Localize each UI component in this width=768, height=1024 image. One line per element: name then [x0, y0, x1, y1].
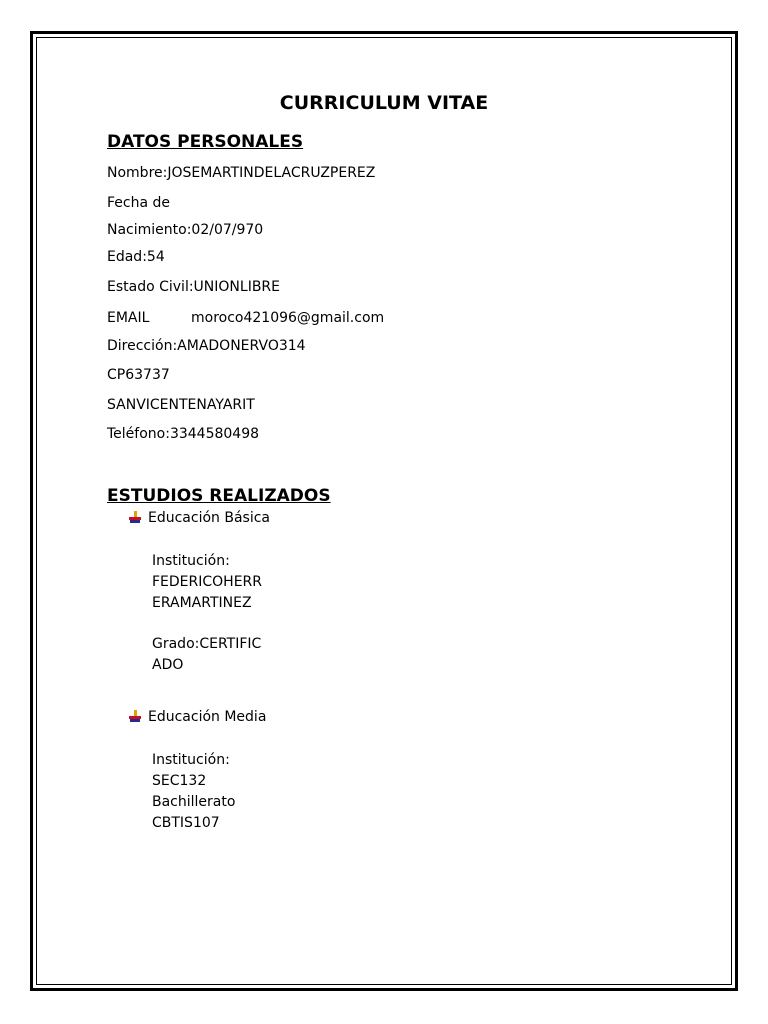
- grade-line2: ADO: [152, 657, 184, 673]
- name-line: Nombre:JOSEMARTINDELACRUZPEREZ: [107, 165, 376, 181]
- birthdate-value-line: Nacimiento:02/07/970: [107, 222, 264, 238]
- institution-name-line2: ERAMARTINEZ: [152, 595, 252, 611]
- education-basic-grade: [152, 634, 261, 676]
- bullet-icon: [129, 710, 141, 722]
- education-media-item: [129, 709, 266, 725]
- document-title: CURRICULUM VITAE: [279, 92, 489, 114]
- education-basic-label: Educación Básica: [148, 510, 271, 526]
- email-line: [107, 310, 385, 326]
- institution-label: Institución:: [152, 752, 230, 768]
- education-basic-institution: [152, 551, 262, 614]
- institution-name-line1: FEDERICOHERR: [152, 574, 263, 590]
- email-label: EMAIL: [107, 310, 150, 326]
- institution-line2: Bachillerato: [152, 794, 236, 810]
- age-line: Edad:54: [107, 249, 165, 265]
- postal-code-line: CP63737: [107, 367, 170, 383]
- city-line: SANVICENTENAYARIT: [107, 397, 255, 413]
- birthdate-label-line: Fecha de: [107, 195, 170, 211]
- phone-line: Teléfono:3344580498: [107, 426, 260, 442]
- studies-heading: ESTUDIOS REALIZADOS: [107, 486, 331, 506]
- education-basic-item: [129, 510, 270, 526]
- institution-line3: CBTIS107: [152, 815, 220, 831]
- personal-data-heading: DATOS PERSONALES: [107, 132, 304, 152]
- civil-status-line: Estado Civil:UNIONLIBRE: [107, 279, 281, 295]
- bullet-icon: [129, 511, 141, 523]
- grade-line1: Grado:CERTIFIC: [152, 636, 262, 652]
- education-media-institution: [152, 750, 235, 834]
- email-value: moroco421096@gmail.com: [191, 310, 385, 326]
- education-media-label: Educación Media: [148, 709, 267, 725]
- institution-label: Institución:: [152, 553, 230, 569]
- address-line: Dirección:AMADONERVO314: [107, 338, 306, 354]
- institution-line1: SEC132: [152, 773, 207, 789]
